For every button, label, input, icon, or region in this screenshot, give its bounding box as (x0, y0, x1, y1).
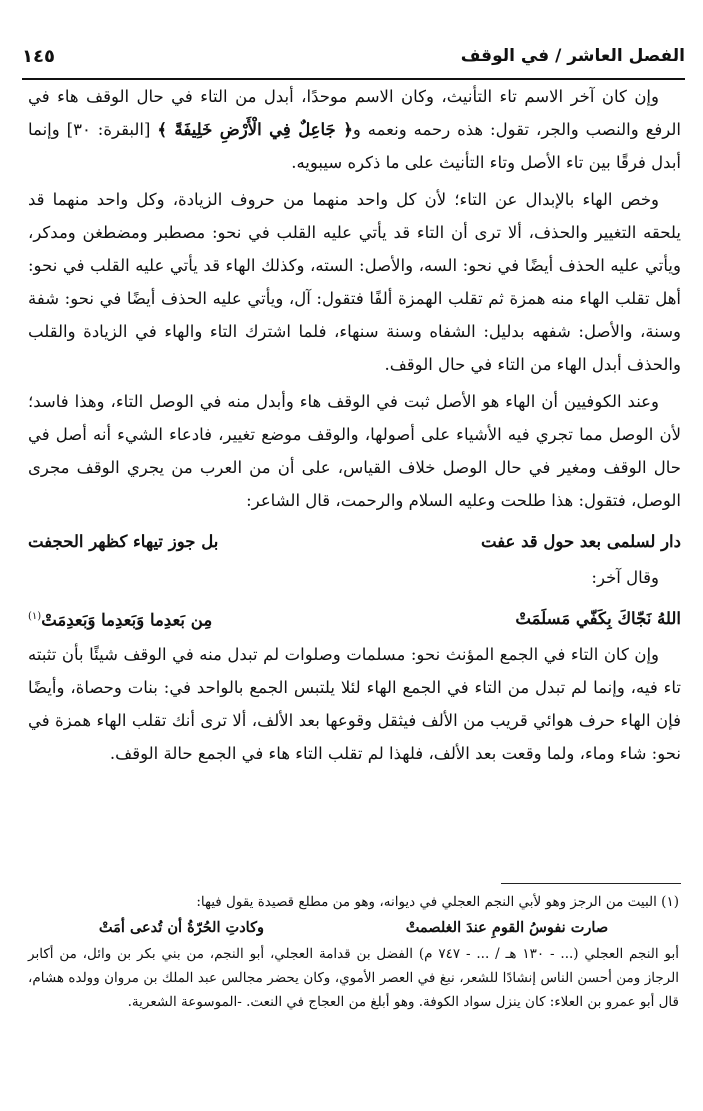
page-number: ١٤٥ (22, 46, 55, 67)
verse-1-second-hemistich: بل جوز تيهاء كظهر الحجفت (28, 531, 219, 551)
footnote-verse-second: وكادتِ الحُرّةُ أن تُدعى أمَتْ (98, 919, 264, 936)
footnote-verse (28, 916, 679, 940)
page-header (22, 42, 685, 80)
footnote-reference: (١) (28, 610, 42, 622)
footnote-divider (501, 883, 681, 884)
footnote-verse-first: صارت نفوسُ القومِ عندَ الغلصمتْ (405, 919, 609, 936)
verse-2-intro: وقال آخر: (591, 568, 659, 587)
quran-quote: ﴿ جَاعِلٌ فِي الْأَرْضِ خَلِيفَةً ﴾ (157, 120, 353, 139)
paragraph-3: وعند الكوفيين أن الهاء هو الأصل ثبت في الوقف هاء وأبدل منه في الوصل التاء، وهذا فاسد؛ لأن الوصل مما تجري فيه الأشياء على أصولها، والوقف موضع تغيير، فادعاء الشيء أنه أصل في حال الوقف ومغير في حال الوصل خلاف القياس، على أن من العرب من يجري الوقف مجرى الوصل، فتقول: هذا طلحت وعليه السلام والرحمت، قال الشاعر: (28, 392, 681, 510)
paragraph-2: وخص الهاء بالإبدال عن التاء؛ لأن كل واحد منهما من حروف الزيادة، وكل واحد منهما قد يلحقه التغيير والحذف، ألا ترى أن التاء قد يأتي عليه القلب في نحو: مصطبر ومضطغن ومدكر، ويأتي عليه الحذف أيضًا في نحو: السه، والأصل: السته، وكذلك الهاء قد يأتي عليه القلب في نحو: أهل تقلب الهاء منه همزة ثم تقلب الهمزة ألفًا فتقول: آل، ويأتي عليه الحذف أيضًا في نحو: شفة وسنة، والأصل: شفهه بدليل: الشفاه وسنة سنهاء، فلما اشترك التاء والهاء في الزيادة والقلب والحذف أبدل الهاء من التاء في حال الوقف. (28, 190, 681, 374)
verse-2-first-hemistich: اللهُ نَجّاكَ بِكَفّي مَسلَمَتْ (515, 608, 681, 628)
chapter-title: الفصل العاشر / في الوقف (460, 46, 685, 66)
footnotes (28, 890, 679, 1014)
verse-2-second-hemistich: مِن بَعدِما وَبَعدِما وَبَعدِمَتْ (41, 610, 213, 630)
verse-2 (28, 598, 681, 638)
paragraph-1-end: [البقرة: ٣٠] وإنما أبدل فرقًا بين تاء الأصل وتاء التأنيث على ما ذكره سيبويه. (28, 120, 681, 172)
paragraph-1 (28, 80, 681, 179)
footnote-1-bio: أبو النجم العجلي (... - ١٣٠ هـ / ... - ٧٤٧ م) الفضل بن قدامة العجلي، أبو النجم، من بني بكر بن وائل، من أكابر الرجاز ومن أحسن الناس إنشادًا للشعر، نبغ في العصر الأموي، وكان يحضر مجالس عبد الملك بن مروان وولده هشام، قال أبو عمرو بن العلاء: كان ينزل سواد الكوفة. وهو أبلغ من العجاج في النعت. -الموسوعة الشعرية. (28, 946, 679, 1010)
paragraph-1-start: وإن كان آخر الاسم تاء التأنيث، وكان الاسم موحدًا، أبدل من التاء في حال الوقف هاء في الرفع والنصب والجر، تقول: هذه رحمه ونعمه و (28, 87, 681, 139)
paragraph-4: وإن كان التاء في الجمع المؤنث نحو: مسلمات وصلوات لم تبدل منه في الوقف شيئًا بأن تثبته تاء فيه، وإنما لم تبدل من التاء في الجمع الهاء لئلا يلتبس الجمع بالواحد في: بنات وحصاة، وأيضًا فإن الهاء حرف هوائي قريب من الألف فيثقل وقوعها بعد الألف، ألا ترى أنك تقلب الهاء همزة في نحو: شاء وماء، ولما وقعت بعد الألف، فلهذا لم تقلب التاء هاء في الجمع حالة الوقف. (28, 645, 681, 763)
main-text (28, 80, 681, 774)
verse-1 (28, 521, 681, 561)
footnote-1-intro: (١) البيت من الرجز وهو لأبي النجم العجلي في ديوانه، وهو من مطلع قصيدة يقول فيها: (196, 894, 679, 910)
verse-1-first-hemistich: دار لسلمى بعد حول قد عفت (481, 531, 681, 551)
